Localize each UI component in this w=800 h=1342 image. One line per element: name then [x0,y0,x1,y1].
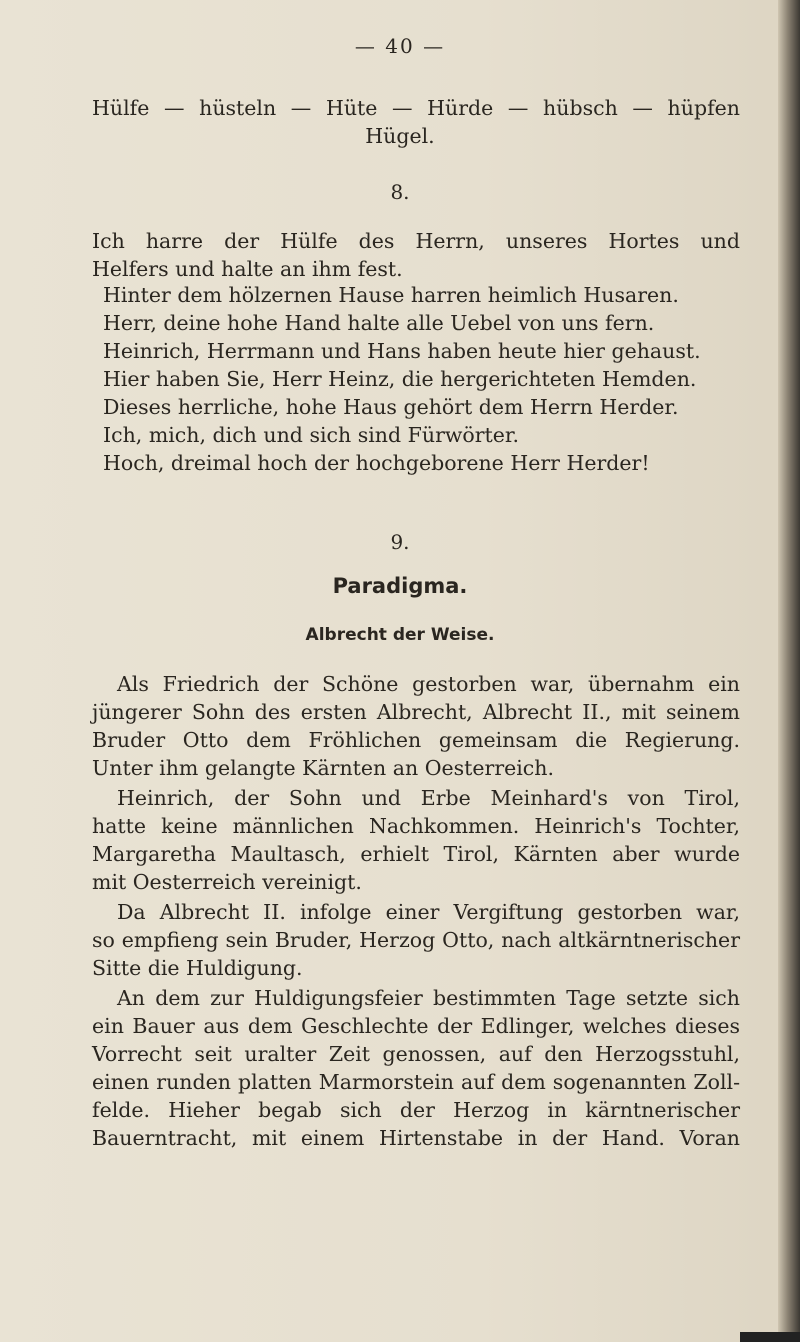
s8-line-6: Hier haben Sie, Herr Heinz, die hergerichteten Hemden. [103,367,697,391]
s9-line-4: Unter ihm gelangte Kärnten an Oesterreich. [92,756,555,780]
s9-line-15: einen runden platten Marmorstein auf dem sogenannten Zoll- [92,1070,740,1094]
s8-line-8: Ich, mich, dich und sich sind Fürwörter. [103,423,519,447]
s9-line-14: Vorrecht seit uralter Zeit genossen, auf den Herzogsstuhl, [92,1042,740,1066]
section-9-subtitle: Albrecht der Weise. [305,625,495,645]
s9-line-5: Heinrich, der Sohn und Erbe Meinhard's von Tirol, [117,786,740,810]
s8-line-3: Hinter dem hölzernen Hause harren heimlich Husaren. [103,283,679,307]
s9-line-6: hatte keine männlichen Nachkommen. Heinrich's Tochter, [92,814,740,838]
s9-line-10: so empfieng sein Bruder, Herzog Otto, nach altkärntnerischer [92,928,740,952]
section-9-title: Paradigma. [332,574,468,598]
s9-line-1: Als Friedrich der Schöne gestorben war, übernahm ein [117,672,740,696]
s8-line-9: Hoch, dreimal hoch der hochgeborene Herr Herder! [103,451,650,475]
s9-line-8: mit Oesterreich vereinigt. [92,870,362,894]
s9-line-13: ein Bauer aus dem Geschlechte der Edlinger, welches dieses [92,1014,740,1038]
s9-line-7: Margaretha Maultasch, erhielt Tirol, Kärnten aber wurde [92,842,740,866]
s9-line-3: Bruder Otto dem Fröhlichen gemeinsam die Regierung. [92,728,740,752]
s9-line-11: Sitte die Huldigung. [92,956,303,980]
s8-line-4: Herr, deine hohe Hand halte alle Uebel von uns fern. [103,311,655,335]
s8-line-7: Dieses herrliche, hohe Haus gehört dem Herrn Herder. [103,395,679,419]
page-number: — 40 — [354,34,446,58]
s8-line-2: Helfers und halte an ihm fest. [92,257,403,281]
s8-line-5: Heinrich, Herrmann und Hans haben heute hier gehaust. [103,339,701,363]
s9-line-9: Da Albrecht II. infolge einer Vergiftung gestorben war, [117,900,740,924]
intro-line-1: Hülfe — hüsteln — Hüte — Hürde — hübsch — hüpfen [92,96,740,120]
section-9-number: 9. [390,530,410,554]
s9-line-2: jüngerer Sohn des ersten Albrecht, Albrecht II., mit seinem [92,700,740,724]
s9-line-12: An dem zur Huldigungsfeier bestimmten Tage setzte sich [117,986,740,1010]
s9-line-16: felde. Hieher begab sich der Herzog in kärntnerischer [92,1098,740,1122]
s9-line-17: Bauerntracht, mit einem Hirtenstabe in der Hand. Voran [92,1126,740,1150]
intro-line-2: Hügel. [365,124,435,148]
page-corner-shadow [740,1332,800,1342]
s8-line-1: Ich harre der Hülfe des Herrn, unseres Hortes und [92,229,740,253]
section-8-number: 8. [390,180,410,204]
